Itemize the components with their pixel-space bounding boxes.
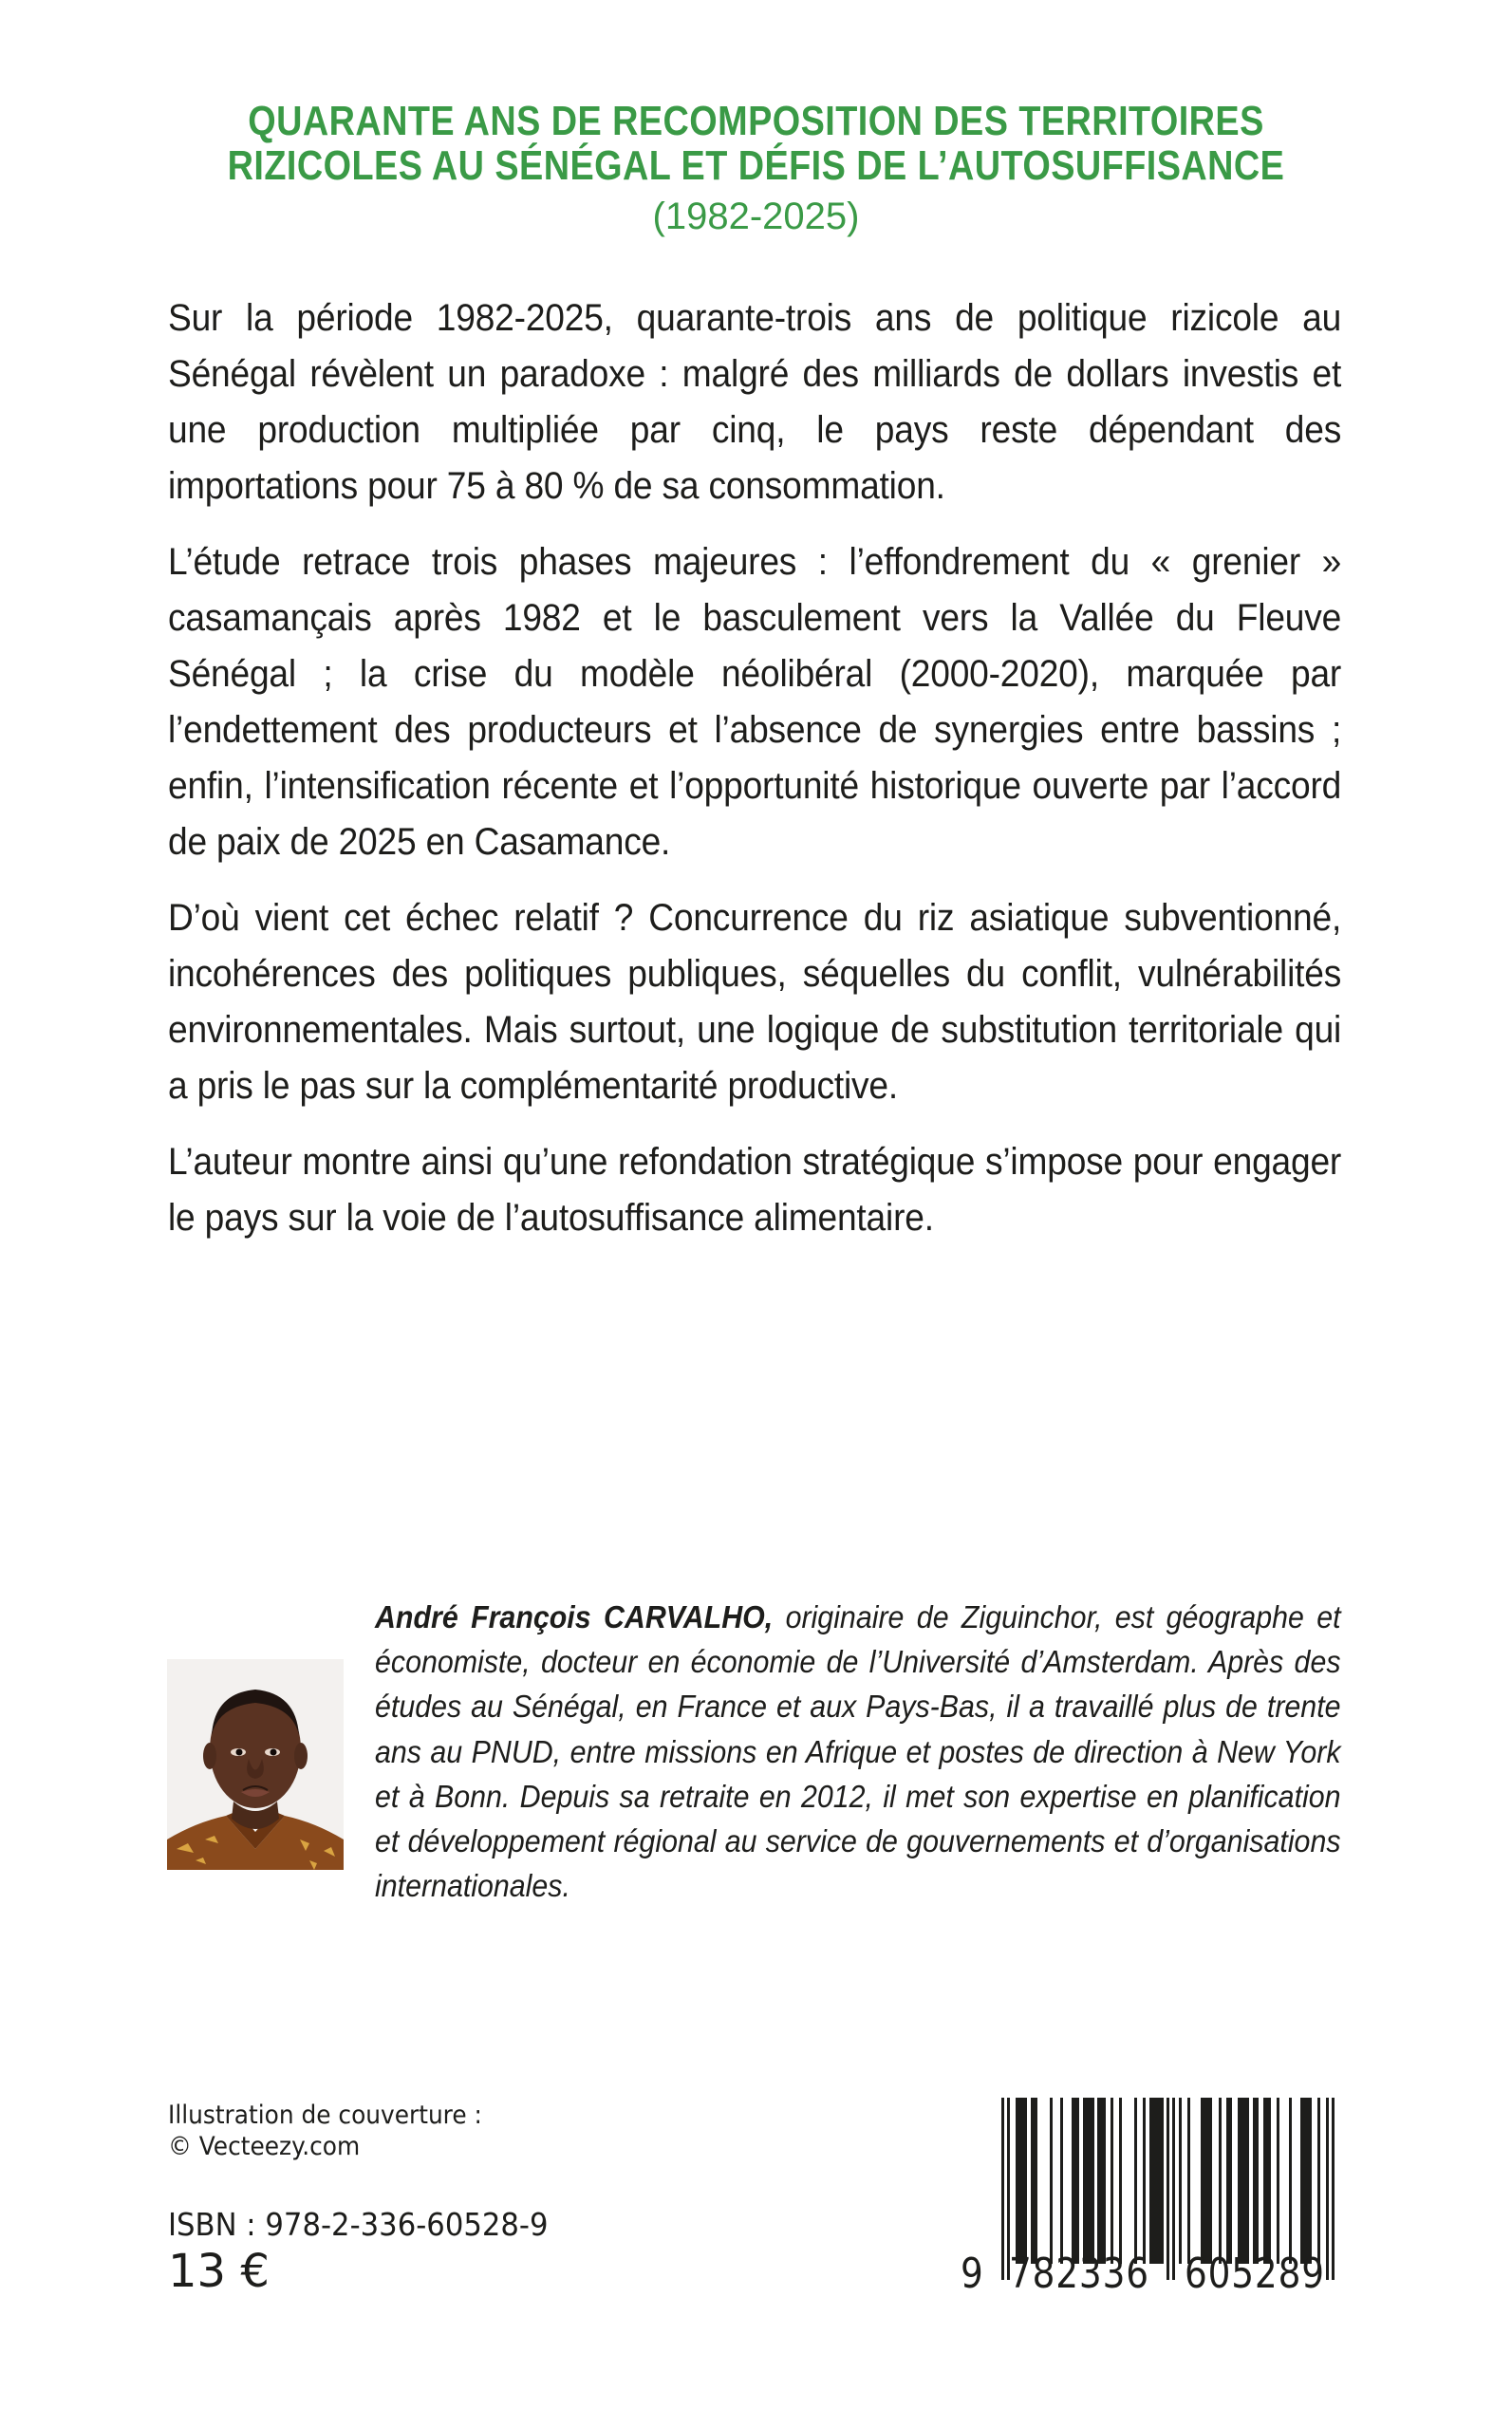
summary-paragraph-4: L’auteur montre ainsi qu’une refondation stratégique s’impose pour engager le pays sur la voie de l’autosuffisance alimentaire.	[168, 1141, 1342, 1239]
book-title-line-1: QUARANTE ANS DE RECOMPOSITION DES TERRITOIRES	[248, 98, 1264, 144]
book-title-years: (1982-2025)	[652, 196, 860, 237]
barcode-left-group: 782336	[1009, 2250, 1149, 2298]
credits-block	[168, 2100, 577, 2297]
summary-paragraph-1: Sur la période 1982-2025, quarante-trois ans de politique rizicole au Sénégal révèlent un paradoxe : malgré des milliards de dollars investis et une production multipliée par cinq, le pays reste dépendant des importations pour 75 à 80 % de sa consommation.	[168, 297, 1342, 507]
illustration-credit-source: © Vecteezy.com	[168, 2132, 361, 2161]
book-title-block	[0, 99, 1512, 239]
barcode-first-digit: 9	[961, 2250, 983, 2298]
author-bio	[375, 1595, 1341, 1908]
barcode-right-group: 605289	[1185, 2250, 1325, 2298]
summary-paragraph-2: L’étude retrace trois phases majeures : l’effondrement du « grenier » casamançais après 1982 et le basculement vers la Vallée du Fleuve Sénégal ; la crise du modèle néolibéral (2000-2020), marquée par l’endettement des producteurs et l’absence de synergies entre bassins ; enfin, l’intensification récente et l’opportunité historique ouverte par l’accord de paix de 2025 en Casamance.	[168, 541, 1342, 863]
book-title-line-2: RIZICOLES AU SÉNÉGAL ET DÉFIS DE L’AUTOSUFFISANCE	[227, 142, 1285, 189]
author-portrait-icon	[167, 1659, 344, 1870]
isbn-barcode	[959, 2098, 1357, 2306]
author-photo	[167, 1659, 344, 1870]
summary-paragraph-3: D’où vient cet échec relatif ? Concurrence du riz asiatique subventionné, incohérences des politiques publiques, séquelles du conflit, vulnérabilités environnementales. Mais surtout, une logique de substitution territoriale qui a pris le pas sur la complémentarité productive.	[168, 897, 1342, 1107]
isbn: ISBN : 978-2-336-60528-9	[168, 2206, 549, 2243]
back-cover-summary	[168, 290, 1341, 1266]
author-bio-text: originaire de Ziguinchor, est géographe et économiste, docteur en économie de l’Université d’Amsterdam. Après des études au Sénégal, en France et aux Pays-Bas, il a travaillé plus de trente ans au PNUD, entre missions en Afrique et postes de direction à New York et à Bonn. Depuis sa retraite en 2012, il met son expertise en planification et développement régional au service de gouvernements et d’organisations internationales.	[375, 1599, 1341, 1904]
author-name: André François CARVALHO,	[375, 1599, 774, 1634]
barcode-digits	[959, 2248, 1357, 2301]
price: 13 €	[168, 2245, 270, 2298]
illustration-credit-label: Illustration de couverture :	[168, 2101, 482, 2130]
